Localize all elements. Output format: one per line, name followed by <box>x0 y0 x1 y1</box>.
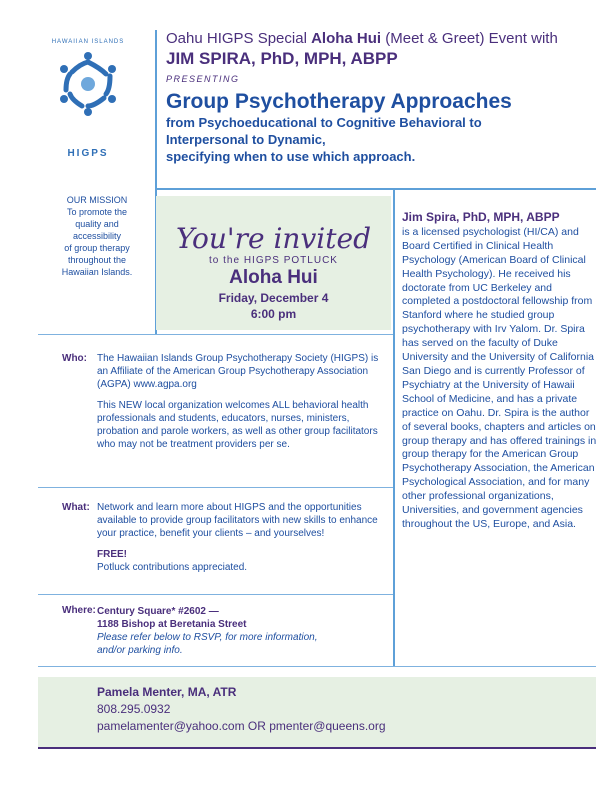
logo-ring-text <box>20 124 160 136</box>
contact <box>97 684 386 735</box>
who-paragraph-1: The Hawaiian Islands Group Psychotherapy Society (HIGPS) is an Affiliate of the American Group Psychotherapy Association (AGPA) www.agpa.org <box>97 353 379 390</box>
presenting-label: PRESENTING <box>166 74 240 84</box>
divider-what <box>38 487 393 488</box>
header-line1-pre: Oahu HIGPS Special <box>166 30 312 47</box>
invite-date: Friday, December 4 <box>218 291 329 305</box>
divider-contact <box>38 666 596 667</box>
contact-name: Pamela Menter, MA, ATR <box>97 685 237 699</box>
contact-phone: 808.295.0932 <box>97 702 171 716</box>
what-free: FREE! <box>97 549 127 560</box>
what-paragraph-1: Network and learn more about HIGPS and the opportunities available to provide group facilitators with new skills to enhance your practice, benefit your clients – and yourselves! <box>97 502 378 539</box>
presenter-name: JIM SPIRA, PhD, MPH, ABPP <box>166 49 398 68</box>
divider-who <box>38 334 393 335</box>
invite-details <box>156 255 391 321</box>
divider-vertical-right <box>393 188 395 666</box>
who-text <box>97 352 387 459</box>
logo-acronym: HIGPS <box>67 148 109 159</box>
mission-line: Hawaiian Islands. <box>61 267 133 277</box>
divider-where <box>38 594 393 595</box>
divider-header-bottom <box>155 188 596 190</box>
mission <box>52 194 142 278</box>
footer-rule <box>38 747 596 749</box>
where-note-2: and/or parking info. <box>97 645 183 656</box>
what-potluck: Potluck contributions appreciated. <box>97 562 248 573</box>
header-line1-bold: Aloha Hui <box>311 30 382 47</box>
where-note-1: Please refer below to RSVP, for more information, <box>97 632 318 643</box>
mission-line: of group therapy <box>64 243 130 253</box>
invite-time: 6:00 pm <box>250 307 297 321</box>
mission-line: quality and accessibility <box>72 219 121 241</box>
where-label: Where: <box>62 605 96 616</box>
event-subtitle-3: specifying when to use which approach. <box>166 149 416 164</box>
where-line-2: 1188 Bishop at Beretania Street <box>97 619 247 630</box>
event-subtitle-1: from Psychoeducational to Cognitive Behavioral to <box>166 115 482 130</box>
what-text <box>97 501 387 574</box>
event-subtitle-2: Interpersonal to Dynamic, <box>166 132 326 147</box>
contact-emails: pamelamenter@yahoo.com OR pmenter@queens.org <box>97 719 386 733</box>
who-label: Who: <box>62 353 87 364</box>
bio-name: Jim Spira, PhD, MPH, ABPP <box>402 210 560 224</box>
mission-heading: OUR MISSION <box>66 195 128 205</box>
header-line1-post: (Meet & Greet) Event with <box>381 30 558 47</box>
who-paragraph-2: This NEW local organization welcomes ALL behavioral health professionals and students, educators, nurses, ministers, probation and parole workers, as well as other group facilitators who may not be treatment providers per se. <box>97 400 378 450</box>
presenter-bio <box>402 211 598 532</box>
where-line-1: Century Square* #2602 — <box>97 606 219 617</box>
mission-line: To promote the <box>66 207 128 217</box>
bio-text: is a licensed psychologist (HI/CA) and Board Certified in Clinical Health Psychology (American Board of Clinical Health Psychology). He received his doctorate from UC Berkeley and completed a postdoctoral fellowship from Stanford where he studied group psychotherapy with Irv Yalom. Dr. Spira has served on the faculty of Duke University and the University of California San Diego and is currently Professor of Psychiatry at the University of Hawaii School of Medicine, and has a private practice on Oahu. Dr. Spira is the author of several books, chapters and articles on group therapy and has offered trainings in group therapy for the American Group Psychotherapy Association, the American Psychological Association, and for many other professional organizations, Universities, and government agencies throughout the US, Europe, and Asia. <box>402 225 597 530</box>
invite-to: to the HIGPS POTLUCK <box>209 255 338 266</box>
event-title: Group Psychotherapy Approaches <box>166 90 512 113</box>
header <box>166 30 596 165</box>
svg-text:HAWAIIAN ISLANDS: HAWAIIAN ISLANDS <box>51 39 125 45</box>
header-line1 <box>166 30 596 47</box>
higps-logo <box>38 34 138 134</box>
what-label: What: <box>62 502 90 513</box>
where-text <box>97 605 387 657</box>
mission-line: throughout the <box>67 255 127 265</box>
invite-event-name: Aloha Hui <box>229 267 318 288</box>
invite-script: You're invited <box>175 222 371 255</box>
